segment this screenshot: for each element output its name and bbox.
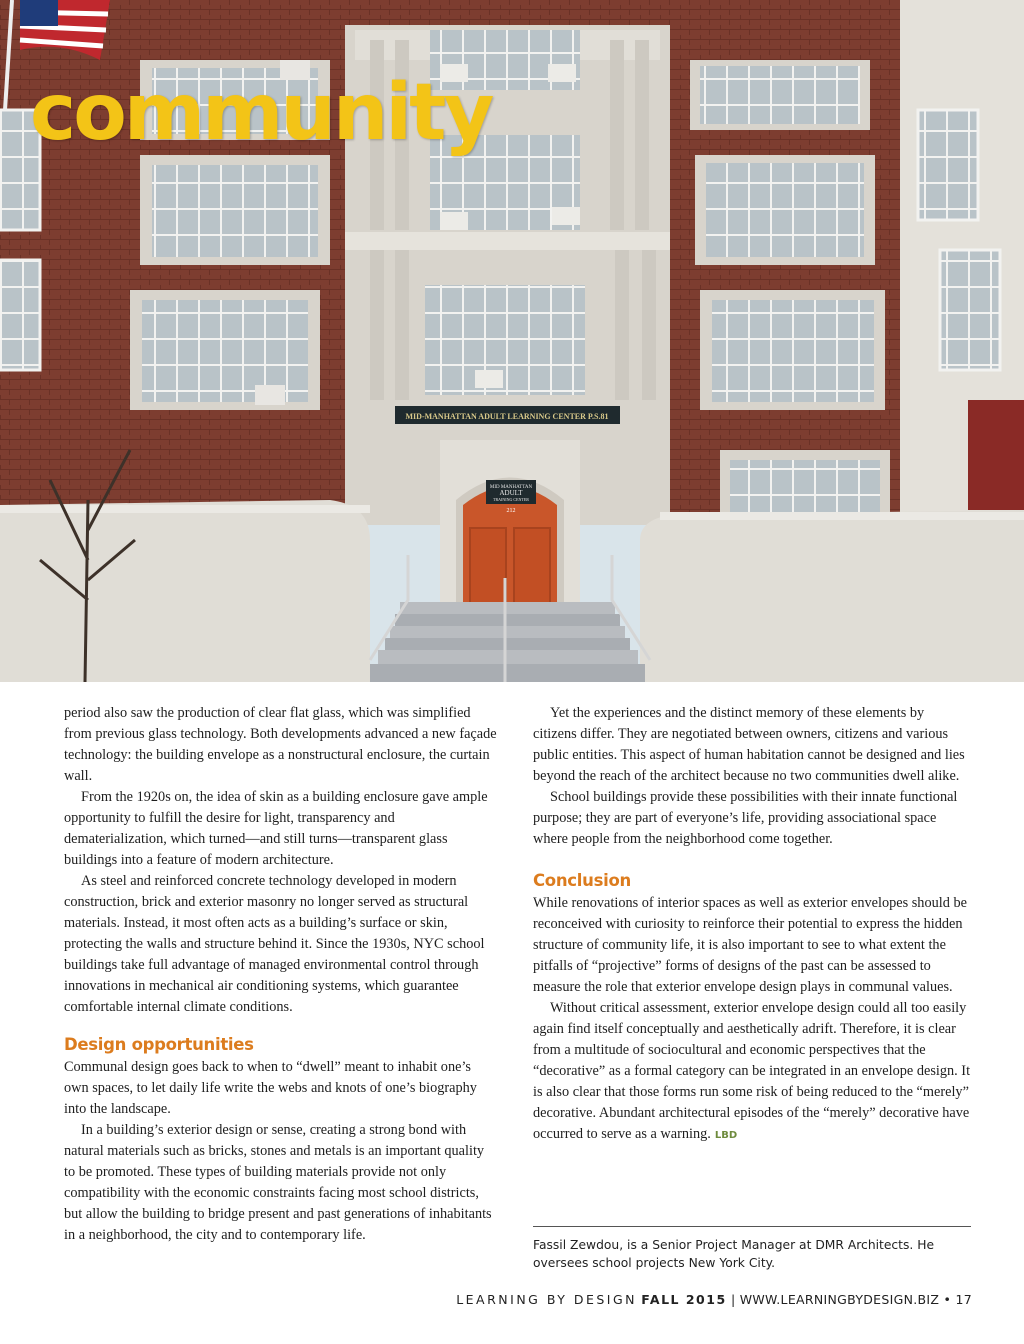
page-number: 17 (955, 1292, 972, 1307)
body-paragraph (533, 998, 971, 1146)
body-paragraph: Communal design goes back to when to “dwell” meant to inhabit one’s own spaces, to let daily life write the webs and knots of one’s biography into the landscape. (64, 1059, 477, 1117)
door-number: 212 (506, 508, 516, 514)
building-sign-text: MID-MANHATTAN ADULT LEARNING CENTER P.S.81 (405, 412, 609, 421)
section-heading-design-opportunities: Design opportunities (64, 1035, 254, 1054)
body-paragraph: From the 1920s on, the idea of skin as a building enclosure gave ample opportunity to fulfill the desire for light, transparency and dematerialization, which turned—and still turns—transparent glass buildings into a feature of modern architecture. (64, 789, 488, 868)
footer-separator: | (730, 1292, 736, 1307)
door-sign-line2: ADULT (499, 489, 523, 497)
body-paragraph: School buildings provide these possibilities with their innate functional purpose; they are part of everyone’s life, providing associational space where people from the neighborhood come together. (533, 789, 958, 847)
body-paragraph: period also saw the production of clear flat glass, which was simplified from previous glass technology. Both developments advanced a new façade technology: the building envelope as a nonstructural enclosure, the curtain wall. (64, 705, 497, 784)
article-column-right (533, 703, 971, 1146)
article-column-left (64, 703, 498, 1246)
door-sign-line1: MID MANHATTAN (489, 485, 533, 490)
door-sign-line3: TRAINING CENTER (493, 497, 529, 502)
footer-bullet: • (943, 1292, 952, 1307)
section-label: community (30, 68, 492, 158)
body-paragraph: While renovations of interior spaces as well as exterior envelopes should be reconceived with curiosity to reinforce their potential to express the hidden structure of community life, it is also important to see to what extent the pitfalls of “projective” forms of designs of the past can be assessed to measure the role that exterior envelope design plays in communal values. (533, 895, 967, 995)
body-paragraph: Yet the experiences and the distinct memory of these elements by citizens differ. They are negotiated between owners, citizens and various public entities. This aspect of human habitation cannot be designed and lies beyond the reach of the architect because no two communities dwell alike. (533, 705, 965, 784)
footer-website: WWW.LEARNINGBYDESIGN.BIZ (739, 1292, 940, 1307)
end-mark: LBD (714, 1130, 738, 1141)
footer-issue: FALL 2015 (641, 1292, 727, 1307)
page-footer (456, 1292, 972, 1307)
body-paragraph: As steel and reinforced concrete technology developed in modern construction, brick and exterior masonry no longer served as structural materials. Instead, it most often acts as a building’s surface or skin, protecting the walls and structure behind it. Since the 1930s, NYC school buildings take full advantage of managed environmental control through innovations in mechanical air conditioning systems, which guarantee comfortable internal climate conditions. (64, 873, 485, 1015)
body-paragraph: In a building’s exterior design or sense, creating a strong bond with natural materials such as bricks, stones and metals is an important quality to be promoted. These types of building materials provide not only compatibility with the economic constraints facing most school districts, but allow the building to bridge present and past generations of inhabitants in a neighborhood, the city and to contemporary life. (64, 1122, 492, 1243)
footer-publication: LEARNING BY DESIGN (456, 1292, 638, 1307)
section-heading-conclusion: Conclusion (533, 871, 631, 890)
bio-divider (533, 1226, 971, 1227)
author-bio: Fassil Zewdou, is a Senior Project Manager at DMR Architects. He oversees school projects New York City. (533, 1238, 935, 1270)
final-paragraph-text: Without critical assessment, exterior envelope design could all too easily again find itself conceptually and aesthetically adrift. Therefore, it is clear from a multitude of sociocultural and economic perspectives that the “decorative” as a formal category can be integrated in an envelope design. It is also clear that those forms run some risk of being reduced to the “merely” decorative. Abundant architectural episodes of the “merely” decorative have occurred to serve as a warning. (533, 1000, 971, 1142)
